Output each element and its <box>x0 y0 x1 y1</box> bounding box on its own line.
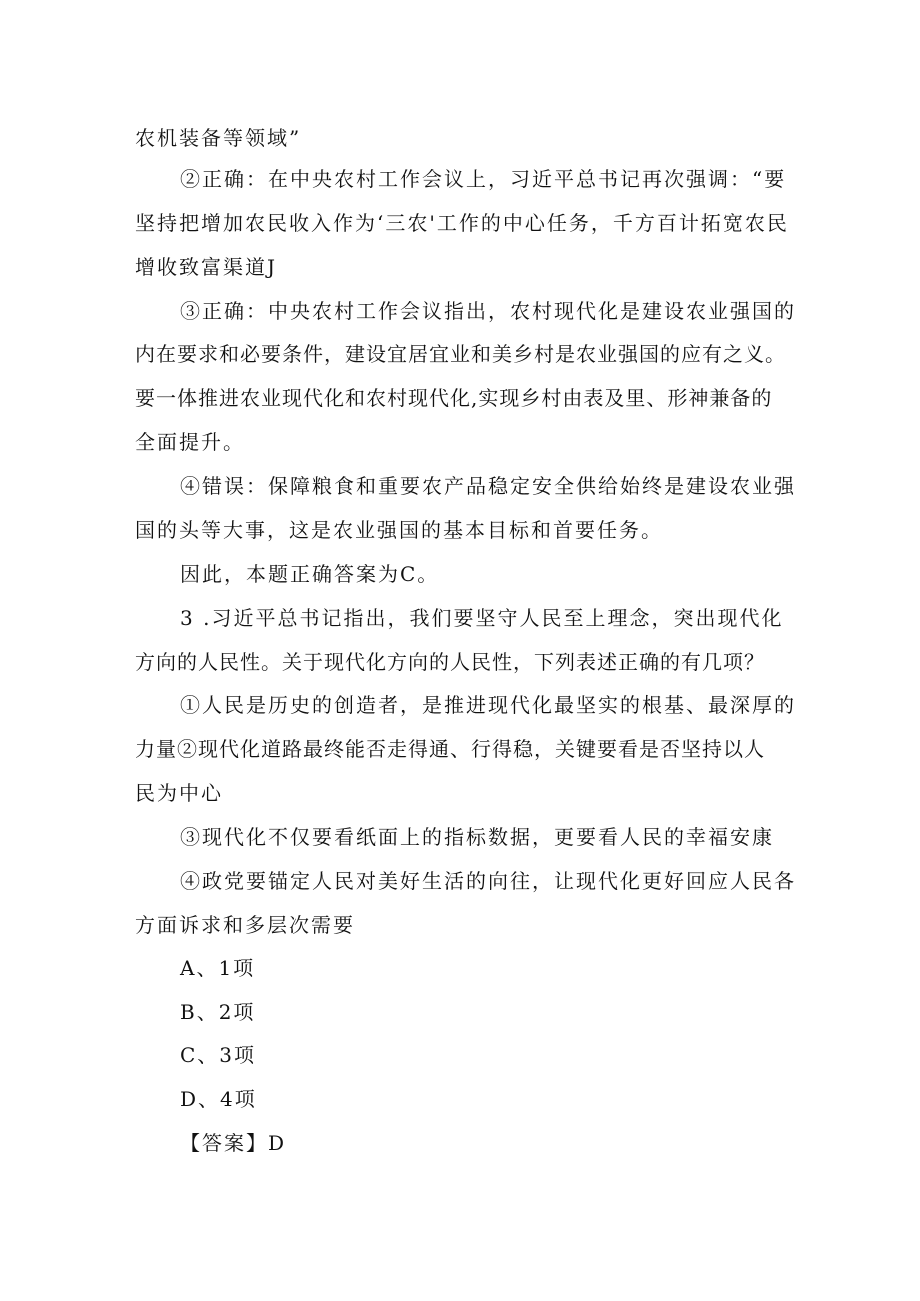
text-line: 全面提升。 <box>135 430 245 454</box>
text-line: ①人民是历史的创造者，是推进现代化最坚实的根基、最深厚的 <box>180 693 796 717</box>
question-heading: 3 .习近平总书记指出，我们要坚守人民至上理念，突出现代化 <box>180 606 784 630</box>
text-line: 要一体推进农业现代化和农村现代化,实现乡村由表及里、形神兼备的 <box>135 386 773 410</box>
text-line: 方面诉求和多层次需要 <box>135 913 355 937</box>
text-line: ③现代化不仅要看纸面上的指标数据，更要看人民的幸福安康 <box>180 825 774 849</box>
text-line: ③正确：中央农村工作会议指出，农村现代化是建设农业强国的 <box>180 299 796 323</box>
text-line: ④错误：保障粮食和重要农产品稳定安全供给始终是建设农业强 <box>180 474 796 498</box>
option-d: D、4项 <box>180 1087 257 1111</box>
option-b: B、2项 <box>180 1000 256 1024</box>
answer-line: 【答案】D <box>180 1131 287 1155</box>
option-c: C、3项 <box>180 1043 257 1067</box>
text-line: 力量②现代化道路最终能否走得通、行得稳，关键要看是否坚持以人 <box>135 737 765 761</box>
text-line: 民为中心 <box>135 781 223 805</box>
text-line: ②正确：在中央农村工作会议上，习近平总书记再次强调：“要 <box>180 167 787 191</box>
text-line: 增收致富渠道J <box>135 255 278 279</box>
text-line: 国的头等大事，这是农业强国的基本目标和首要任务。 <box>135 518 663 542</box>
text-line: 因此，本题正确答案为C。 <box>180 562 440 586</box>
text-line: 农机装备等领域” <box>135 126 302 150</box>
text-line: 内在要求和必要条件，建设宜居宜业和美乡村是农业强国的应有之义。 <box>135 342 786 366</box>
option-a: A、1项 <box>180 956 256 980</box>
text-line: ④政党要锚定人民对美好生活的向往，让现代化更好回应人民各 <box>180 869 796 893</box>
text-line: 坚持把增加农民收入作为‘三农'工作的中心任务，千方百计拓宽农民 <box>135 211 789 235</box>
text-line: 方向的人民性。关于现代化方向的人民性，下列表述正确的有几项？ <box>135 650 765 674</box>
